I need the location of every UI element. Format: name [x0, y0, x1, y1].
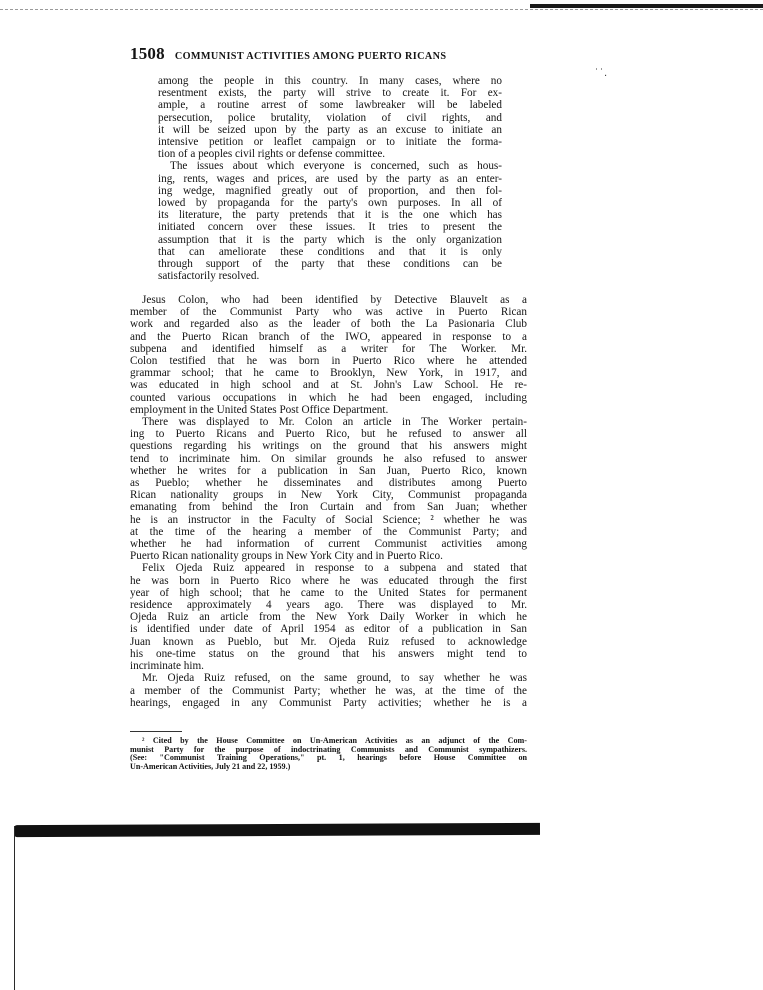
text-line: intensive petition or leaflet campaign or to initiate the forma-	[158, 136, 502, 149]
text-line: tend to incriminate him. On similar grounds he also refused to answer	[130, 452, 527, 465]
scan-top-dark-band	[530, 4, 763, 8]
text-line: whether he had information of current Communist activities among	[130, 538, 527, 551]
text-line: a member of the Communist Party; whether he was, at the time of the	[130, 684, 527, 697]
page-number: 1508	[130, 44, 165, 63]
text-line: work and regarded also as the leader of both the La Pasionaria Club	[130, 318, 527, 331]
text-line: tion of a peoples civil rights or defense committee.	[158, 148, 386, 161]
body-text	[130, 294, 527, 709]
text-line: through support of the party that these conditions can be	[158, 258, 502, 271]
text-line: initiated concern over these issues. It tries to present the	[158, 221, 502, 234]
text-line: Juan known as Pueblo, but Mr. Ojeda Ruiz refused to acknowledge	[130, 635, 527, 648]
text-line: There was displayed to Mr. Colon an article in The Worker pertain-	[142, 416, 527, 429]
text-line: residence approximately 4 years ago. There was displayed to Mr.	[130, 599, 527, 612]
text-line: and the Puerto Rican branch of the IWO, appeared in response to a	[130, 330, 527, 343]
scan-left-edge	[0, 826, 15, 990]
text-line: that can ameliorate these conditions and that it is only	[158, 245, 502, 258]
text-line: he is an instructor in the Faculty of Social Science; ² whether he was	[130, 513, 527, 526]
text-line: Jesus Colon, who had been identified by Detective Blauvelt as a	[142, 294, 527, 306]
text-line: he was born in Puerto Rico where he was educated through the first	[130, 574, 527, 587]
footnote-line: ² Cited by the House Committee on Un-American Activities as an adjunct of the Com-	[142, 736, 527, 745]
text-line: persecution, police brutality, violation of civil rights, and	[158, 111, 502, 124]
text-line: year of high school; that he came to the United States for permanent	[130, 586, 527, 599]
text-line: member of the Communist Party who was active in Puerto Rican	[130, 306, 527, 319]
text-line: at the time of the hearing a member of the Communist Party; and	[130, 525, 527, 538]
text-line: satisfactorily resolved.	[158, 270, 260, 283]
text-line: Mr. Ojeda Ruiz refused, on the same ground, to say whether he was	[142, 672, 527, 685]
scan-speck-mark: ˙˙.	[594, 68, 608, 79]
text-line: hearings, engaged in any Communist Party activities; whether he is a	[130, 696, 527, 709]
text-line: Colon testified that he was born in Puerto Rico where he attended	[130, 355, 527, 368]
quoted-passage	[158, 75, 502, 282]
text-line: ing to Puerto Ricans and Puerto Rico, but he refused to answer all	[130, 428, 527, 441]
text-line: incriminate him.	[130, 660, 204, 673]
text-line: its literature, the party pretends that it is the one which has	[158, 209, 502, 222]
text-line: as Pueblo; whether he disseminates and distributes among Puerto	[130, 477, 527, 490]
text-line: ing wedge, magnified greatly out of proportion, and then fol-	[158, 184, 502, 197]
text-line: was educated in high school and at St. John's Law School. He re-	[130, 379, 527, 392]
text-line: Felix Ojeda Ruiz appeared in response to a subpena and stated that	[142, 562, 527, 575]
text-line: Rican nationality groups in New York City, Communist propaganda	[130, 489, 527, 502]
text-line: counted various occupations in which he had been engaged, including	[130, 391, 527, 404]
text-line: Ojeda Ruiz an article from the New York Daily Worker in which he	[130, 611, 527, 624]
text-line: lowed by propaganda for the party's own purposes. In all of	[158, 197, 502, 210]
text-line: The issues about which everyone is concerned, such as hous-	[170, 160, 502, 173]
text-line: ing, rents, wages and prices, are used by the party as an enter-	[158, 172, 502, 185]
text-line: is identified under date of April 1954 as editor of a publication in San	[130, 623, 527, 636]
text-line: assumption that it is the party which is the only organization	[158, 233, 502, 246]
text-line: whether he writes for a publication in San Juan, Puerto Rico, known	[130, 464, 527, 477]
page-header	[130, 44, 530, 64]
text-line: ample, a routine arrest of some lawbreaker will be labeled	[158, 99, 502, 112]
text-line: among the people in this country. In many cases, where no	[158, 75, 502, 87]
scan-bottom-dark-band	[14, 823, 540, 837]
text-line: subpena and identified himself as a writer for The Worker. Mr.	[130, 342, 527, 355]
footnote-line: Un-American Activities, July 21 and 22, 1959.)	[130, 761, 291, 771]
text-line: his one-time status on the ground that his answers might tend to	[130, 647, 527, 660]
footnote-line: (See: "Communist Training Operations," pt. 1, hearings before House Committee on	[130, 753, 527, 763]
text-line: emanating from behind the Iron Curtain and from San Juan; whether	[130, 501, 527, 514]
footnotes	[130, 731, 527, 771]
text-line: questions regarding his writings on the ground that his answers might	[130, 440, 527, 453]
footnote-line: munist Party for the purpose of indoctrinating Communists and Communist sympathizers.	[130, 744, 527, 754]
text-line: grammar school; that he came to Brooklyn, New York, in 1917, and	[130, 367, 527, 380]
running-head: COMMUNIST ACTIVITIES AMONG PUERTO RICANS	[174, 51, 447, 62]
text-line: employment in the United States Post Office Department.	[130, 403, 389, 416]
text-line: Puerto Rican nationality groups in New York City and in Puerto Rico.	[130, 550, 443, 563]
footnote-rule	[130, 731, 182, 732]
text-line: resentment exists, the party will strive to create it. For ex-	[158, 87, 502, 100]
text-line: it will be seized upon by the party as an excuse to initiate an	[158, 123, 502, 136]
